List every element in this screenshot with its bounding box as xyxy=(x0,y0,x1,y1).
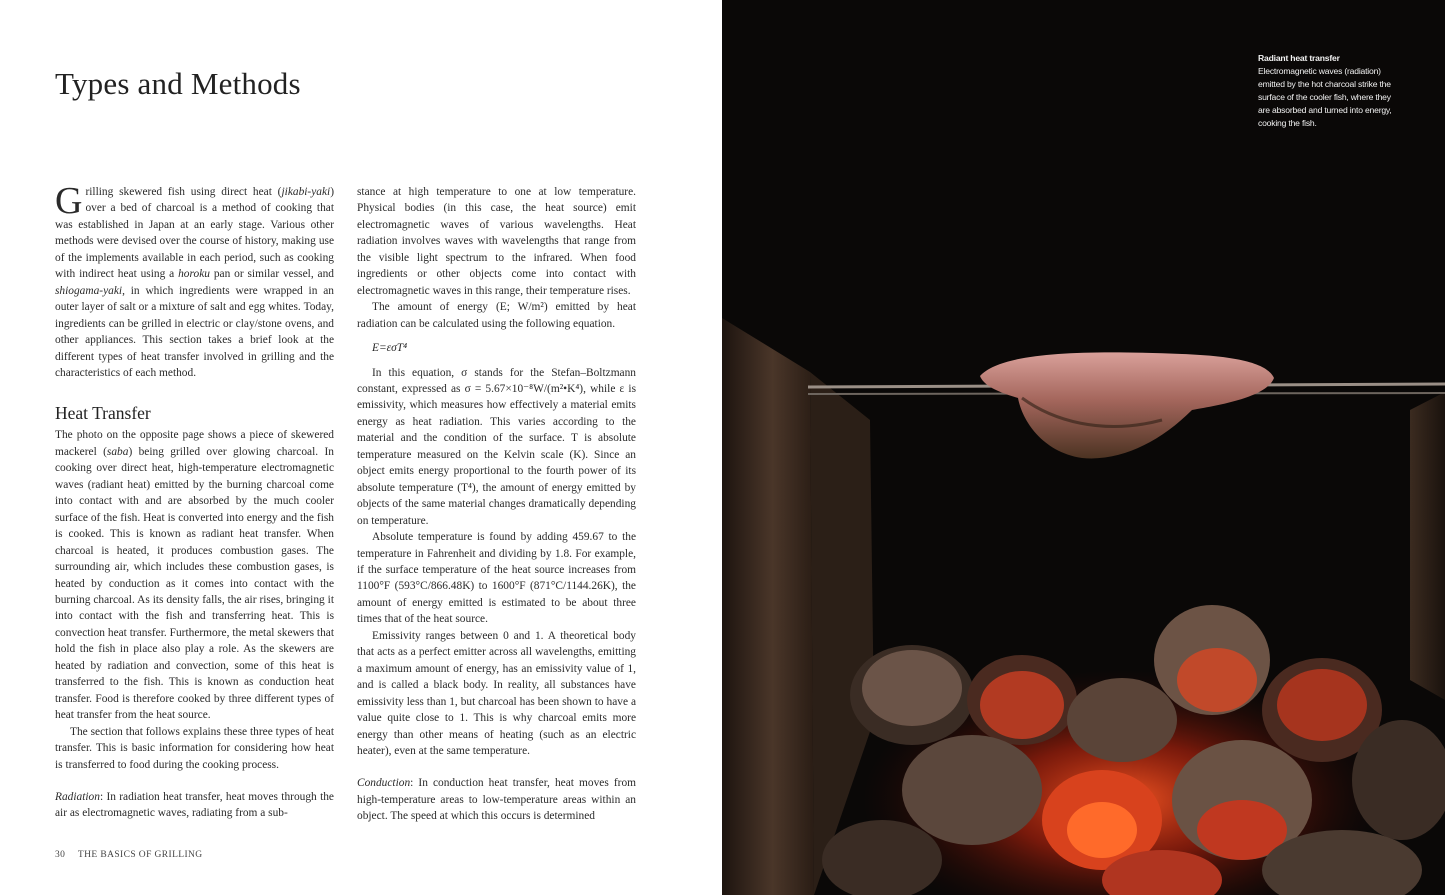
paragraph-emissivity: Emissivity ranges between 0 and 1. A theoretical body that acts as a perfect emitter across all wavelengths, emitting a maximum amount of energy, has an emissivity value of 1, and is called a black body. In reality, all substances have emissivity less than 1, but charcoal has been shown to have a value quite close to 1. This is why charcoal emits more energy than other means of heating (such as an electric heater), even at the same temperature. xyxy=(357,629,636,757)
text-column-right xyxy=(357,184,636,825)
photo-caption xyxy=(1258,52,1398,130)
conduction-paragraph: Conduction: In conduction heat transfer, heat moves from high-temperature areas to low-temperature areas within an object. The speed at which this occurs is determined xyxy=(357,777,636,823)
heat-transfer-paragraph: The photo on the opposite page shows a piece of skewered mackerel (saba) being grilled over glowing charcoal. In cooking over direct heat, high-temperature electromagnetic waves (radiant heat) emitted by the burning charcoal come into contact with and are absorbed by the much cooler surface of the fish. Heat is converted into energy and the fish is cooked. This is known as radiant heat transfer. When charcoal is heated, it produces combustion gases. The surrounding air, which includes these combustion gases, is heated by conduction as it comes into contact with the burning charcoal. As its density falls, the air rises, bringing it into contact with the fish and transferring heat. This is convection heat transfer. Furthermore, the metal skewers that hold the fish in place also play a role. As the skewers are heated by radiation and convection, some of this heat is transferred to the fish. This is known as conduction heat transfer. Food is therefore cooked by three different types of heat transfer from the heat source. xyxy=(55,429,334,722)
page-footer xyxy=(55,850,203,860)
grilling-photo xyxy=(722,0,1445,895)
grill-wall-left xyxy=(722,318,814,895)
photo-illustration xyxy=(722,0,1445,895)
radiation-paragraph: Radiation: In radiation heat transfer, heat moves through the air as electromagnetic waves, radiating from a sub- xyxy=(55,790,334,820)
paragraph-energy: The amount of energy (E; W/m²) emitted by heat radiation can be calculated using the following equation. xyxy=(357,301,636,330)
paragraph-stefan-boltzmann: In this equation, σ stands for the Stefan–Boltzmann constant, expressed as σ = 5.67×10⁻⁸W/(m²•K⁴), while ε is emissivity, which measures how effectively a material emits energy as heat radiation. This varies according to the material and the condition of the surface. T is absolute temperature measured on the Kelvin scale (K). Since an object emits energy proportional to the fourth power of its absolute temperature (T⁴), the amount of energy emitted by objects of the same material changes dramatically depending on temperature. xyxy=(357,366,636,527)
page-number: 30 xyxy=(55,850,66,860)
section-paragraph: The section that follows explains these three types of heat transfer. This is basic information for considering how heat is transferred to food during the cooking process. xyxy=(55,725,334,771)
paragraph-radiation-cont: stance at high temperature to one at low temperature. Physical bodies (in this case, the heat source) emit electromagnetic waves of various wavelengths. Heat radiation involves waves with wavelengths that range from the visible light spectrum to the infrared. When food ingredients or other objects come into contact with electromagnetic waves in this range, their temperature rises. xyxy=(357,186,636,297)
caption-text: Electromagnetic waves (radiation) emitted by the hot charcoal strike the surface of the cooler fish, where they are absorbed and turned into energy, cooking the fish. xyxy=(1258,66,1392,128)
grill-wall-right xyxy=(1410,392,1445,700)
subheading-heat-transfer: Heat Transfer xyxy=(55,403,151,424)
intro-text: rilling skewered fish using direct heat (jikabi-yaki) over a bed of charcoal is a method of cooking that was established in Japan at an early stage. Various other methods were devised over the course of history, making use of the implements available in each period, such as cooking with indirect heat using a horoku pan or similar vessel, and shiogama-yaki, in which ingredients were wrapped in an outer layer of salt or a mixture of salt and egg whites. Today, ingredients can be grilled in electric or clay/stone ovens, and other appliances. This section takes a brief look at the different types of heat transfer involved in grilling and the characteristics of each method. xyxy=(55,186,334,379)
page-title: Types and Methods xyxy=(55,66,301,101)
equation: E=εσT⁴ xyxy=(372,342,408,355)
running-head: THE BASICS OF GRILLING xyxy=(77,850,203,860)
intro-paragraph xyxy=(55,180,334,381)
text-column-left xyxy=(55,180,334,822)
drop-cap: G xyxy=(55,180,83,222)
left-page xyxy=(0,0,722,895)
paragraph-absolute-temperature: Absolute temperature is found by adding 459.67 to the temperature in Fahrenheit and dividing by 1.8. For example, if the surface temperature of the heat source increases from 1100°F (593°C/866.48K) to 1600°F (871°C/1144.26K), the amount of energy emitted is estimated to be about three times that of the heat source. xyxy=(357,531,636,626)
caption-title: Radiant heat transfer xyxy=(1258,53,1340,63)
